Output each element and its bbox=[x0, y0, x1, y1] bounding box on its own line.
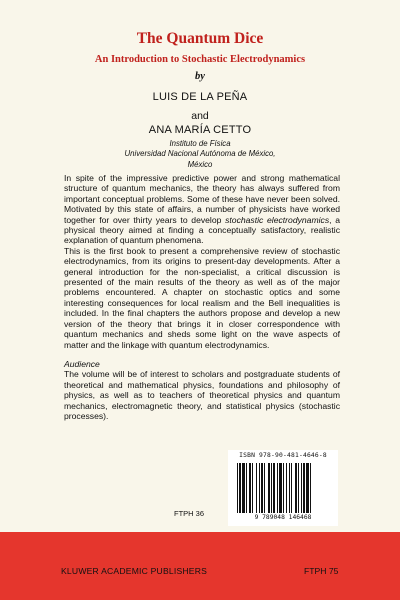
blurb-paragraph-2: This is the first book to present a comprehensive review of stochastic electrodynamics, from its origins to present-day developments. After a general introduction for the non-specialist, a critical discussion is presented of the main results of the theory as well as of the major problems encountered. A chapter on stochastic optics and some interesting consequences for local realism and the Bell inequalities is included. In the final chapters the authors propose and develop a new version of the theory that brings it in closer correspondence with quantum mechanics and sheds some light on the wave aspects of matter and the linkage with quantum electrodynamics. bbox=[64, 245, 340, 350]
footer-code: FTPH 75 bbox=[304, 566, 339, 576]
barcode-bar bbox=[237, 463, 238, 513]
barcode-bar bbox=[298, 463, 299, 513]
barcode-bar bbox=[259, 463, 260, 513]
blurb-text: In spite of the impressive predictive power and strong mathematical structure of quantum mechanics, the theory has always suffered from important conceptual problems. Some of these have never been solved. Motivated by this state of affairs, a number of physicists have worked together for over thirty years to develop bbox=[64, 173, 340, 225]
barcode-bar bbox=[268, 463, 270, 513]
audience-text: The volume will be of interest to scholars and postgraduate students of theoretical and mathematical physics, foundations and philosophy of physics, as well as to teachers of theoretical physics and quantum mechanics, electromagnetic theory, and statistical physics (stochastic processes). bbox=[64, 369, 340, 421]
book-subtitle: An Introduction to Stochastic Electrodynamics bbox=[94, 54, 306, 65]
barcode-bar bbox=[289, 463, 290, 513]
barcode-bar bbox=[286, 463, 287, 513]
barcode-bar bbox=[271, 463, 272, 513]
barcode-bar bbox=[242, 463, 245, 513]
publisher-name: KLUWER ACADEMIC PUBLISHERS bbox=[61, 566, 208, 576]
blurb-emphasis: stochastic electrodynamics bbox=[225, 214, 330, 225]
barcode-bar bbox=[310, 463, 311, 513]
by-label: by bbox=[195, 71, 205, 82]
barcode-bar bbox=[239, 463, 241, 513]
barcode-bar bbox=[261, 463, 263, 513]
blurb-text: , a physical theory aimed at finding a conceptually satisfactory, realistic explanation of quantum phenomena. bbox=[64, 214, 340, 246]
barcode-bar bbox=[277, 463, 278, 513]
barcode-panel bbox=[228, 450, 338, 526]
barcode-bar bbox=[301, 463, 302, 513]
barcode-bar bbox=[306, 463, 309, 513]
author-1: LUIS DE LA PEÑA bbox=[152, 91, 248, 103]
blurb bbox=[64, 173, 340, 421]
affiliation-line: Universidad Nacional Autónoma de México, bbox=[124, 149, 276, 159]
barcode-image bbox=[237, 463, 329, 513]
barcode-bar bbox=[303, 463, 305, 513]
blurb-paragraph-1 bbox=[64, 173, 340, 246]
barcode-bar bbox=[291, 463, 292, 513]
book-title: The Quantum Dice bbox=[136, 30, 264, 47]
series-code-small: FTPH 36 bbox=[174, 509, 205, 518]
and-label: and bbox=[191, 110, 209, 122]
author-2: ANA MARÍA CETTO bbox=[148, 124, 252, 136]
audience-heading: Audience bbox=[64, 358, 100, 369]
barcode-number: 9 789048 146468 bbox=[254, 514, 312, 521]
footer-band bbox=[0, 532, 400, 600]
barcode-bar bbox=[246, 463, 247, 513]
affiliation bbox=[0, 139, 400, 170]
barcode-bar bbox=[249, 463, 251, 513]
barcode-bar bbox=[279, 463, 282, 513]
barcode-bar bbox=[256, 463, 257, 513]
isbn-label: ISBN 978-90-481-4646-8 bbox=[239, 452, 327, 459]
affiliation-line: México bbox=[187, 159, 213, 169]
barcode-bar bbox=[295, 463, 297, 513]
barcode-bar bbox=[264, 463, 265, 513]
barcode-bar bbox=[273, 463, 275, 513]
barcode-bar bbox=[283, 463, 284, 513]
affiliation-line: Instituto de Física bbox=[169, 139, 231, 148]
barcode-bar bbox=[252, 463, 253, 513]
